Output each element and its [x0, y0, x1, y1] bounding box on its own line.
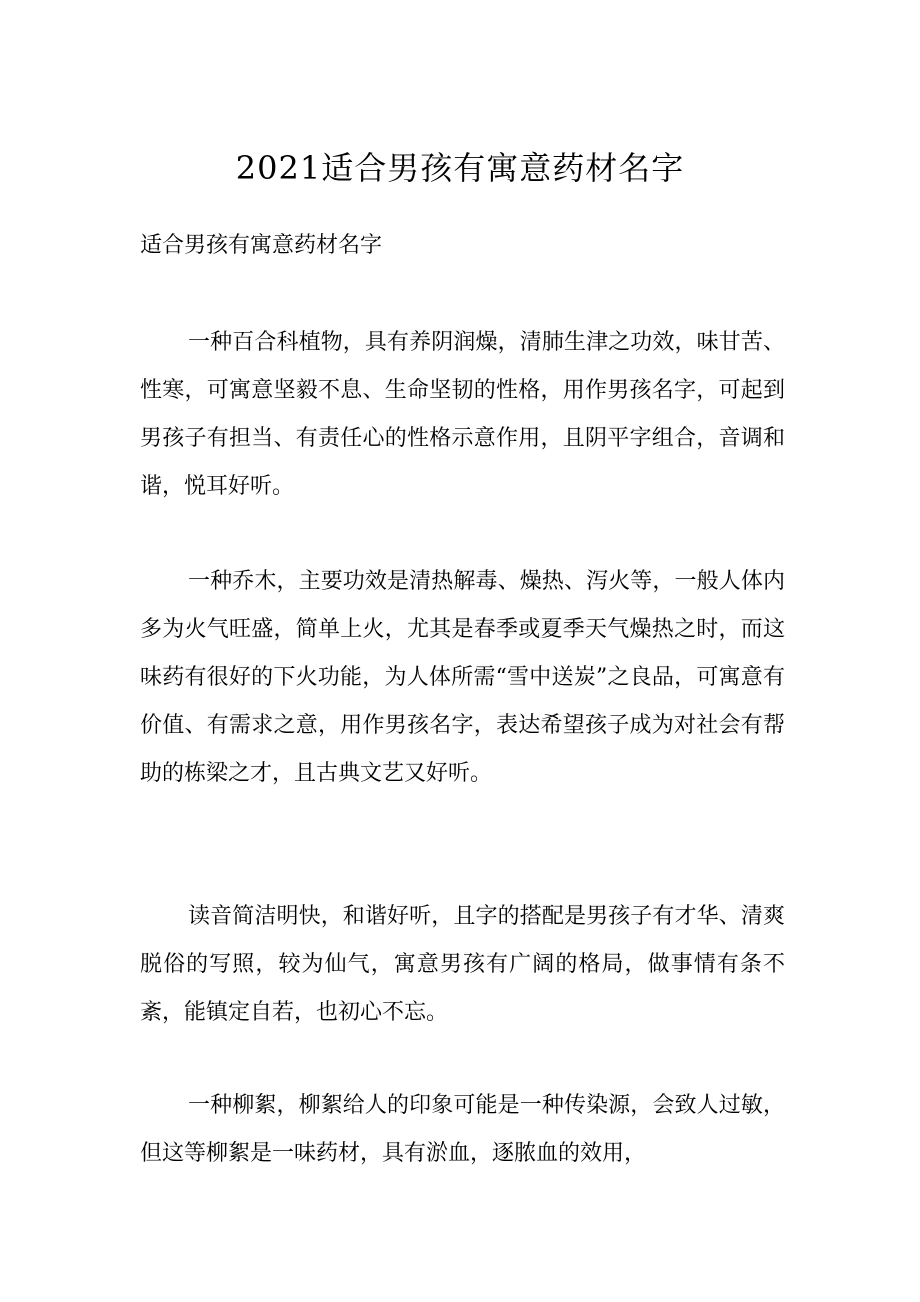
paragraph-3: 读音简洁明快，和谐好听，且字的搭配是男孩子有才华、清爽脱俗的写照，较为仙气，寓意男孩有广阔的格局，做事情有条不紊，能镇定自若，也初心不忘。: [140, 904, 785, 1025]
paragraph-1: 一种百合科植物，具有养阴润燥，清肺生津之功效，味甘苦、性寒，可寓意坚毅不息、生命坚韧的性格，用作男孩名字，可起到男孩子有担当、有责任心的性格示意作用，且阴平字组合，音调和谐，悦耳好听。: [140, 330, 785, 499]
paragraph-2: 一种乔木，主要功效是清热解毒、燥热、泻火等，一般人体内多为火气旺盛，简单上火，尤其是春季或夏季天气燥热之时，而这味药有很好的下火功能，为人体所需“雪中送炭”之良品，可寓意有价值、有需求之意，用作男孩名字，表达希望孩子成为对社会有帮助的栋梁之才，且古典文艺又好听。: [140, 569, 785, 786]
document-title: 2021适合男孩有寓意药材名字: [235, 149, 685, 187]
paragraph-4: 一种柳絮，柳絮给人的印象可能是一种传染源，会致人过敏，但这等柳絮是一味药材，具有淤血，逐脓血的效用，: [140, 1093, 785, 1166]
document-subtitle: 适合男孩有寓意药材名字: [140, 233, 383, 258]
